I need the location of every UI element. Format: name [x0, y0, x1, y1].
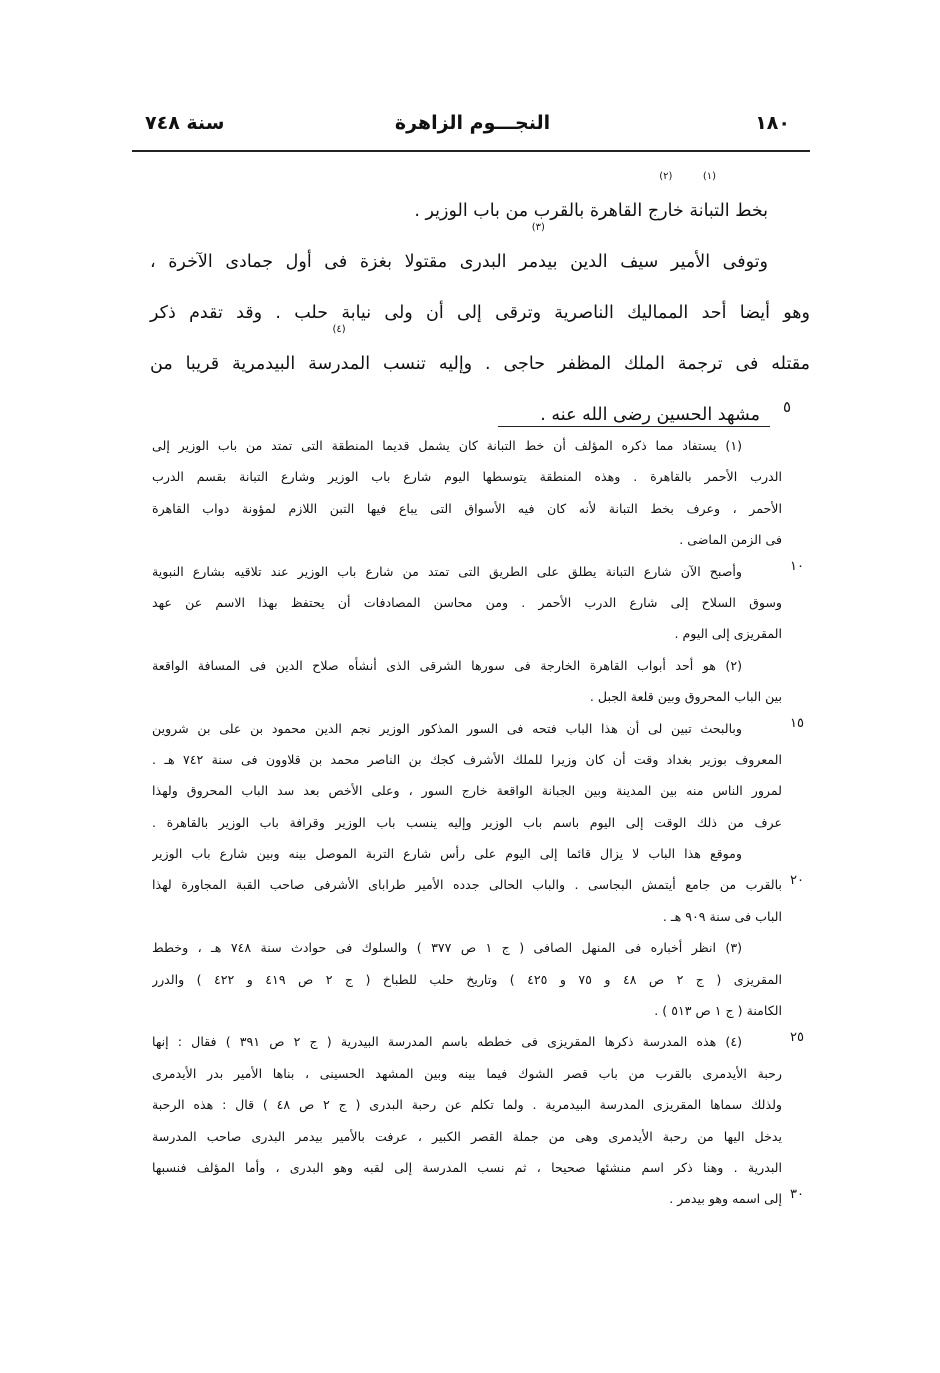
line-number: ٥ — [782, 398, 792, 416]
running-header — [135, 112, 810, 144]
main-line-2 — [150, 222, 810, 288]
word-baydamur — [519, 222, 558, 288]
footnote-line: رحبة الأيدمرى بالقرب من باب قصر الشوك فيما بينه وبين المشهد الحسينى ، بناها الأمير بدر الأيدمرى — [152, 1065, 782, 1081]
footnote-line: ولذلك سماها المقريزى المدرسة البيدمرية . ولما تكلم عن رحبة البدرى ( ج ٢ ص ٤٨ ) قال : هذه الرحبة — [152, 1097, 782, 1113]
footnote-line: (٣) انظر أخباره فى المنهل الصافى ( ج ١ ص ٣٧٧ ) والسلوك فى حوادث سنة ٧٤٨ هـ ، وخطط — [152, 940, 743, 956]
footnote-line: فى الزمن الماضى . — [679, 532, 782, 548]
footnote-line: بالقرب من جامع أيتمش البجاسى . والباب الحالى جدده الأمير طراباى الأشرفى صاحب القبة المجاورة لهذا — [152, 877, 782, 893]
header-rule — [132, 150, 810, 152]
text: التبانة — [689, 201, 730, 221]
footnote-line: بين الباب المحروق وبين قلعة الجبل . — [589, 689, 782, 705]
line-number: ٢٥ — [790, 1030, 804, 1045]
footnote-line: المعروف بوزير بغداد وقت أن كان وزيرا للملك الأشرف كجك بن الناصر محمد بن قلاوون فى سنة ٧٤٢ هـ . — [152, 751, 782, 767]
footnote-line: البدرية . وهنا ذكر اسم منشئها صحيحا ، ثم نسب المدرسة إلى لقبه وهو البدرى ، وأما المؤلف فنسبها — [152, 1159, 782, 1175]
footnote-line: وموقع هذا الباب لا يزال قائما إلى اليوم على رأس شارع التربة الموصل بينه وبين شارع باب الوزير — [152, 846, 742, 862]
footnote-line: لمرور الناس منه بين المدينة وبين الجبانة الواقعة خارج السور ، وعلى الأخص بعد سد الباب المحروق ولهذا — [152, 783, 782, 799]
line-number: ١٠ — [790, 559, 804, 574]
text: وتوفى الأمير سيف الدين — [557, 252, 768, 272]
word-tabbana — [689, 171, 730, 237]
footnote-line: المقريزى ( ج ٢ ص ٤٨ و ٧٥ و ٤٢٥ ) وتاريخ حلب للطباخ ( ج ٢ ص ٤١٩ و ٤٢٢ ) والدرر — [152, 971, 782, 987]
footnote-line: (٢) هو أحد أبواب القاهرة الخارجة فى سورها الشرقى الذى أنشأه صلاح الدين فى المسافة الواقعة — [152, 657, 742, 673]
footnote-line: الكامنة ( ج ١ ص ٥١٣ ) . — [654, 1003, 782, 1019]
line-number: ٣٠ — [790, 1187, 804, 1202]
footnote-separator — [498, 426, 770, 427]
text: بيدمر — [519, 252, 558, 272]
word-madrasa — [308, 324, 371, 390]
footnote-line: وبالبحث تبين لى أن هذا الباب فتحه فى السور المذكور الوزير نجم الدين محمود بن على بن شروين — [152, 720, 742, 736]
footnotes — [152, 430, 782, 1215]
footnote-line: وسوق السلاح إلى شارع الدرب الأحمر . ومن محاسن المصادفات أن يحتفظ بهذا الاسم عن عهد — [152, 594, 782, 610]
footnote-ref-1[interactable]: (١) — [702, 171, 717, 182]
footnote-line: الأحمر ، وعرف بخط التبانة لأنه كان فيه الأسواق التى يباع فيها التبن اللازم لمؤونة دواب القاهرة — [152, 500, 782, 516]
year-label: سنة ٧٤٨ — [145, 112, 225, 134]
footnote-line: إلى اسمه وهو بيدمر . — [669, 1191, 782, 1207]
footnote-line: (١) يستفاد مما ذكره المؤلف أن خط التبانة كان يشمل قديما المنطقة التى تمتد من باب الوزير إلى — [152, 438, 742, 453]
text: المدرسة — [308, 354, 371, 374]
text: البيدمرية قريبا من — [150, 354, 309, 374]
footnote-line: الباب فى سنة ٩٠٩ هـ . — [662, 908, 782, 924]
footnote-line: وأصبح الآن شارع التبانة يطلق على الطريق التى تمتد من شارع باب الوزير عند تلاقيه بشارع النبوية — [152, 563, 742, 579]
word-kharij — [647, 171, 684, 237]
footnote-ref-3[interactable]: (٣) — [531, 222, 545, 233]
main-line-5: مشهد الحسين رضى الله عنه . — [540, 405, 760, 425]
footnote-line: عرف من ذلك الوقت إلى اليوم باسم باب الوزير وإليه ينسب باب الوزير وقرافة باب الوزير بالقاهرة . — [152, 814, 782, 830]
text: مقتله فى ترجمة الملك المظفر حاجى . وإليه تنسب — [370, 354, 810, 374]
footnote-line: الدرب الأحمر بالقاهرة . وهذه المنطقة يتوسطها اليوم شارع باب الوزير وشارع التبانة بقسم الدرب — [152, 469, 782, 485]
text: خارج — [647, 201, 684, 221]
main-line-3: وهو أيضا أحد المماليك الناصرية وترقى إلى أن ولى نيابة حلب . وقد تقدم ذكر — [150, 303, 810, 323]
footnote-ref-2[interactable]: (٢) — [659, 171, 673, 182]
main-text — [150, 171, 810, 441]
page-number: ١٨٠ — [755, 112, 790, 134]
main-line-4 — [150, 324, 810, 390]
text: البدرى مقتولا بغزة فى أول جمادى الآخرة ، — [150, 252, 520, 272]
main-line-1 — [150, 171, 810, 237]
line-number: ١٥ — [790, 716, 804, 731]
footnote-line: (٤) هذه المدرسة ذكرها المقريزى فى خططه باسم المدرسة البيدرية ( ج ٢ ص ٣٩١ ) فقال : إنها — [152, 1034, 743, 1050]
book-title: النجـــوم الزاهرة — [394, 112, 551, 134]
text: القاهرة بالقرب من باب الوزير . — [414, 201, 648, 221]
footnote-line: يدخل اليها من رحبة الأيدمرى وهى من جملة القصر الكبير ، عرفت بالأمير بيدمر البدرى صاحب المدرسة — [152, 1128, 782, 1144]
line-number: ٢٠ — [790, 873, 804, 888]
footnote-ref-4[interactable]: (٤) — [332, 324, 346, 335]
text: بخط — [729, 201, 768, 221]
footnote-line: المقريزى إلى اليوم . — [674, 626, 782, 642]
